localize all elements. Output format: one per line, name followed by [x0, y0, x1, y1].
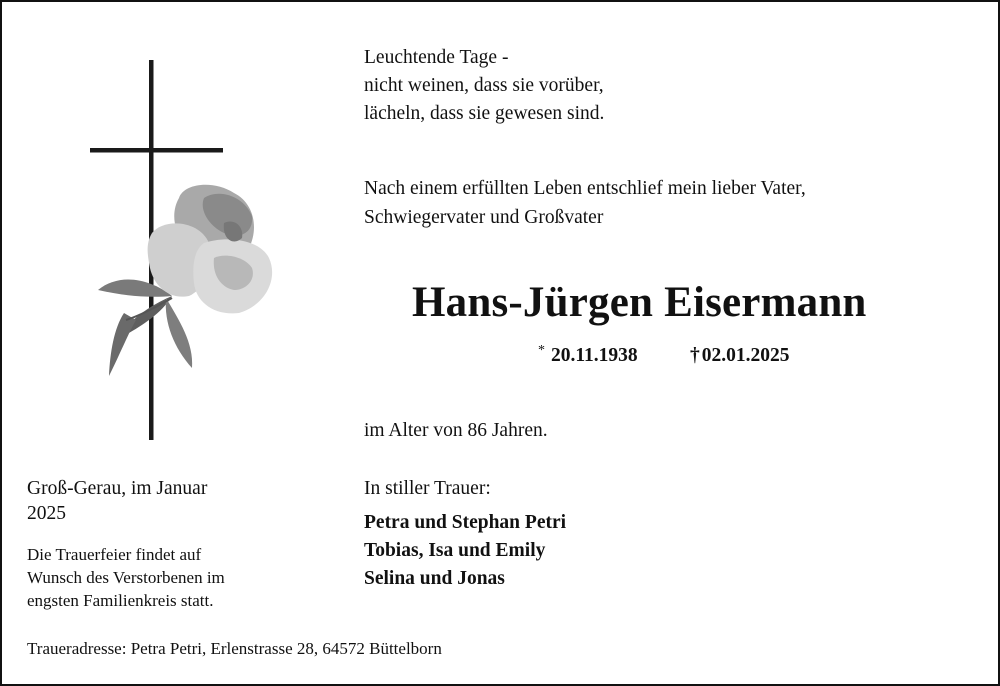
intro-text [364, 174, 806, 232]
birth-date-value: 20.11.1938 [551, 345, 638, 366]
intro-line: Nach einem erfüllten Leben entschlief mein lieber Vater, [364, 178, 806, 199]
intro-line: Schwiegervater und Großvater [364, 207, 604, 228]
poem-line: nicht weinen, dass sie vorüber, [364, 75, 604, 96]
poem-line: lächeln, dass sie gewesen sind. [364, 103, 605, 124]
mourner-name: Petra und Stephan Petri [364, 512, 567, 533]
age-text: im Alter von 86 Jahren. [364, 420, 548, 441]
mourner-name: Tobias, Isa und Emily [364, 540, 546, 561]
funeral-note [27, 543, 225, 612]
mourning-heading: In stiller Trauer: [364, 478, 491, 499]
mourner-names [364, 509, 566, 593]
funeral-note-line: Wunsch des Verstorbenen im [27, 568, 225, 587]
place-date-line: Groß-Gerau, im Januar [27, 478, 208, 499]
place-date-line: 2025 [27, 503, 66, 524]
poem-line: Leuchtende Tage - [364, 47, 509, 68]
death-symbol: † [690, 345, 700, 366]
death-date-value: 02.01.2025 [701, 345, 790, 366]
deceased-name: Hans-Jürgen Eisermann [412, 279, 867, 326]
funeral-note-line: engsten Familienkreis statt. [27, 591, 214, 610]
cross-with-rose-emblem [84, 58, 284, 443]
birth-date [538, 345, 638, 367]
mourning-address: Traueradresse: Petra Petri, Erlenstrasse 28, 64572 Büttelborn [27, 639, 442, 658]
funeral-note-line: Die Trauerfeier findet auf [27, 545, 202, 564]
birth-symbol: * [538, 343, 545, 358]
mourner-name: Selina und Jonas [364, 568, 505, 589]
death-date [690, 345, 790, 367]
place-date [27, 476, 207, 526]
poem-verse [364, 44, 604, 128]
